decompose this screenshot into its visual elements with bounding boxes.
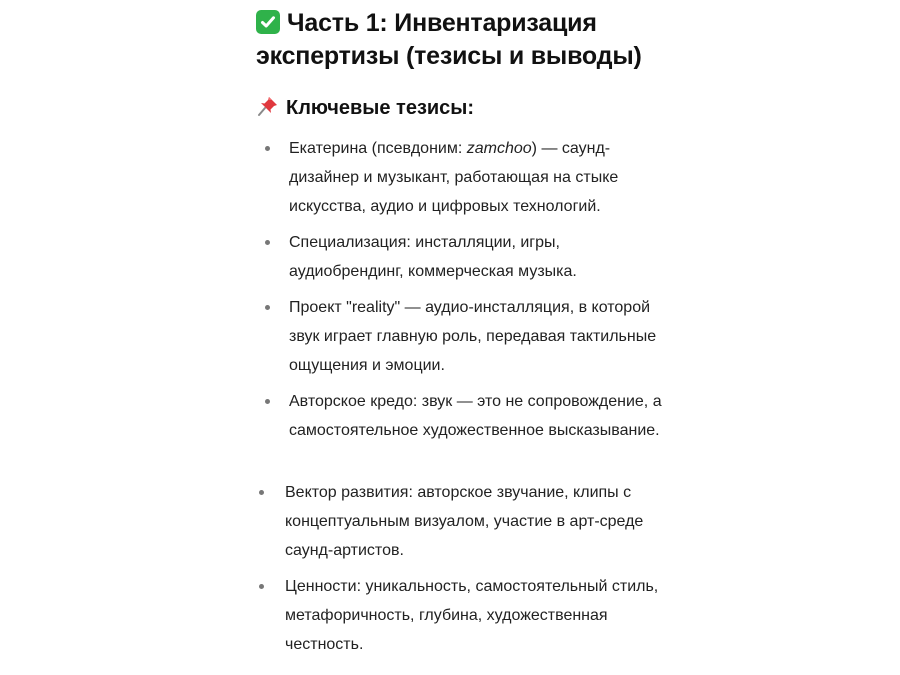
bullet-marker bbox=[265, 305, 270, 310]
pseudonym-intro: Екатерина (псевдоним: bbox=[289, 140, 467, 157]
pushpin-icon bbox=[256, 94, 280, 118]
bullet-marker bbox=[259, 584, 264, 589]
bullet-marker bbox=[259, 490, 264, 495]
list-item-text: Специализация: инсталляции, игры, аудиобрендинг, коммерческая музыка. bbox=[289, 234, 577, 280]
list-item-text: Вектор развития: авторское звучание, клипы с концептуальным визуалом, участие в арт-среде саунд-артистов. bbox=[285, 484, 644, 559]
list-item bbox=[289, 134, 669, 221]
section-heading-text: Ключевые тезисы: bbox=[286, 97, 475, 119]
list-item bbox=[289, 228, 669, 286]
list-item-text: Авторское кредо: звук — это не сопровождение, а самостоятельное художественное высказывание. bbox=[289, 393, 662, 439]
document-title-text: Часть 1: Инвентаризация экспертизы (тезисы и выводы) bbox=[256, 9, 642, 70]
list-item-text bbox=[289, 134, 669, 221]
pseudonym-description: ) — саунд-дизайнер и музыкант, работающая на стыке искусства, аудио и цифровых технологий. bbox=[289, 140, 619, 215]
bullet-marker bbox=[265, 146, 270, 151]
section-heading bbox=[256, 94, 474, 122]
list-item bbox=[289, 387, 669, 445]
list-item bbox=[285, 478, 669, 565]
document-title bbox=[256, 7, 676, 73]
bullet-marker bbox=[265, 399, 270, 404]
list-item-text: Ценности: уникальность, самостоятельный стиль, метафоричность, глубина, художественная честность. bbox=[285, 578, 659, 653]
pseudonym: zamchoo bbox=[466, 140, 532, 157]
list-item bbox=[285, 572, 669, 659]
list-item bbox=[289, 293, 669, 380]
bullet-marker bbox=[265, 240, 270, 245]
list-item-text: Проект "reality" — аудио-инсталляция, в которой звук играет главную роль, передавая тактильные ощущения и эмоции. bbox=[289, 299, 657, 374]
check-mark-button-icon bbox=[256, 10, 280, 34]
